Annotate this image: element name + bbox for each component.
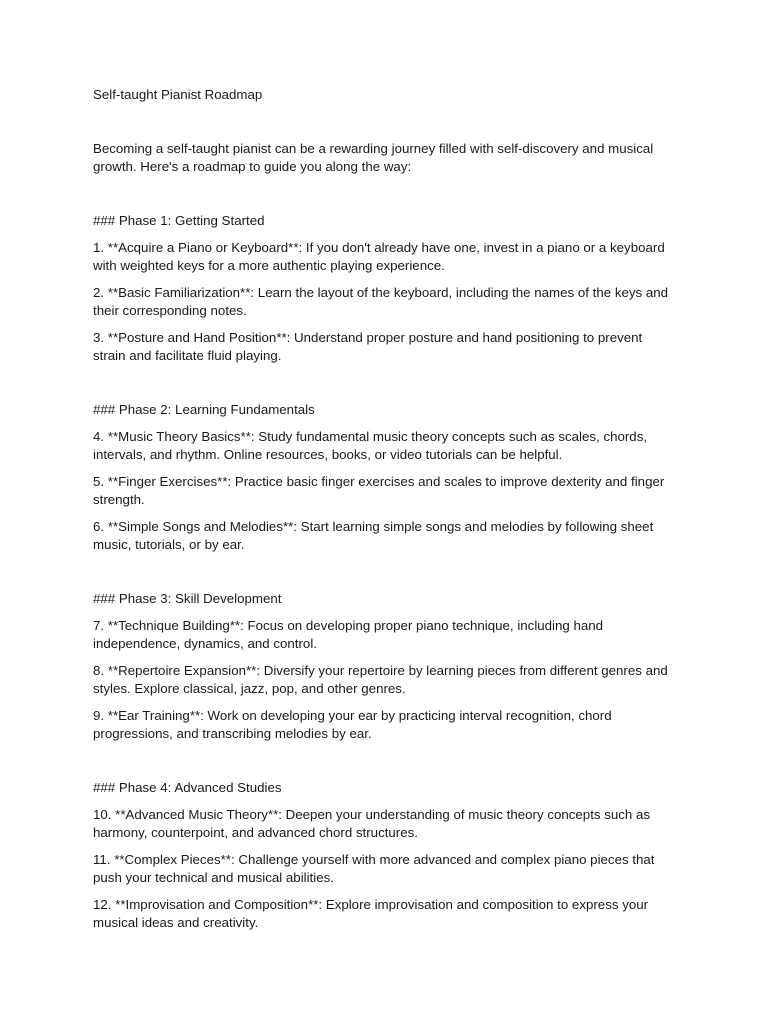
phase-4-section: [93, 779, 678, 932]
list-item: 12. **Improvisation and Composition**: Explore improvisation and composition to express your musical ideas and creativity.: [93, 897, 649, 930]
phase-heading: ### Phase 3: Skill Development: [93, 591, 282, 606]
list-item: 3. **Posture and Hand Position**: Understand proper posture and hand positioning to prevent strain and facilitate fluid playing.: [93, 330, 643, 363]
phase-2-section: [93, 401, 678, 554]
list-item: 7. **Technique Building**: Focus on developing proper piano technique, including hand independence, dynamics, and control.: [93, 618, 604, 651]
list-item: 5. **Finger Exercises**: Practice basic finger exercises and scales to improve dexterity and finger strength.: [93, 474, 665, 507]
list-item: 11. **Complex Pieces**: Challenge yourself with more advanced and complex piano pieces that push your technical and musical abilities.: [93, 852, 655, 885]
document-title: Self-taught Pianist Roadmap: [93, 87, 263, 102]
phase-3-section: [93, 590, 678, 743]
phase-heading: ### Phase 4: Advanced Studies: [93, 780, 282, 795]
list-item: 4. **Music Theory Basics**: Study fundamental music theory concepts such as scales, chords, intervals, and rhythm. Online resources, books, or video tutorials can be helpful.: [93, 429, 648, 462]
intro-paragraph: Becoming a self-taught pianist can be a rewarding journey filled with self-discovery and musical growth. Here's a roadmap to guide you along the way:: [93, 141, 654, 174]
list-item: 1. **Acquire a Piano or Keyboard**: If you don't already have one, invest in a piano or a keyboard with weighted keys for a more authentic playing experience.: [93, 240, 665, 273]
list-item: 8. **Repertoire Expansion**: Diversify your repertoire by learning pieces from different genres and styles. Explore classical, jazz, pop, and other genres.: [93, 663, 668, 696]
phase-heading: ### Phase 2: Learning Fundamentals: [93, 402, 315, 417]
phase-1-section: [93, 212, 678, 365]
list-item: 10. **Advanced Music Theory**: Deepen your understanding of music theory concepts such as harmony, counterpoint, and advanced chord structures.: [93, 807, 651, 840]
document-page: [93, 86, 678, 932]
phase-heading: ### Phase 1: Getting Started: [93, 213, 265, 228]
list-item: 6. **Simple Songs and Melodies**: Start learning simple songs and melodies by following sheet music, tutorials, or by ear.: [93, 519, 654, 552]
list-item: 2. **Basic Familiarization**: Learn the layout of the keyboard, including the names of the keys and their corresponding notes.: [93, 285, 669, 318]
list-item: 9. **Ear Training**: Work on developing your ear by practicing interval recognition, chord progressions, and transcribing melodies by ear.: [93, 708, 612, 741]
